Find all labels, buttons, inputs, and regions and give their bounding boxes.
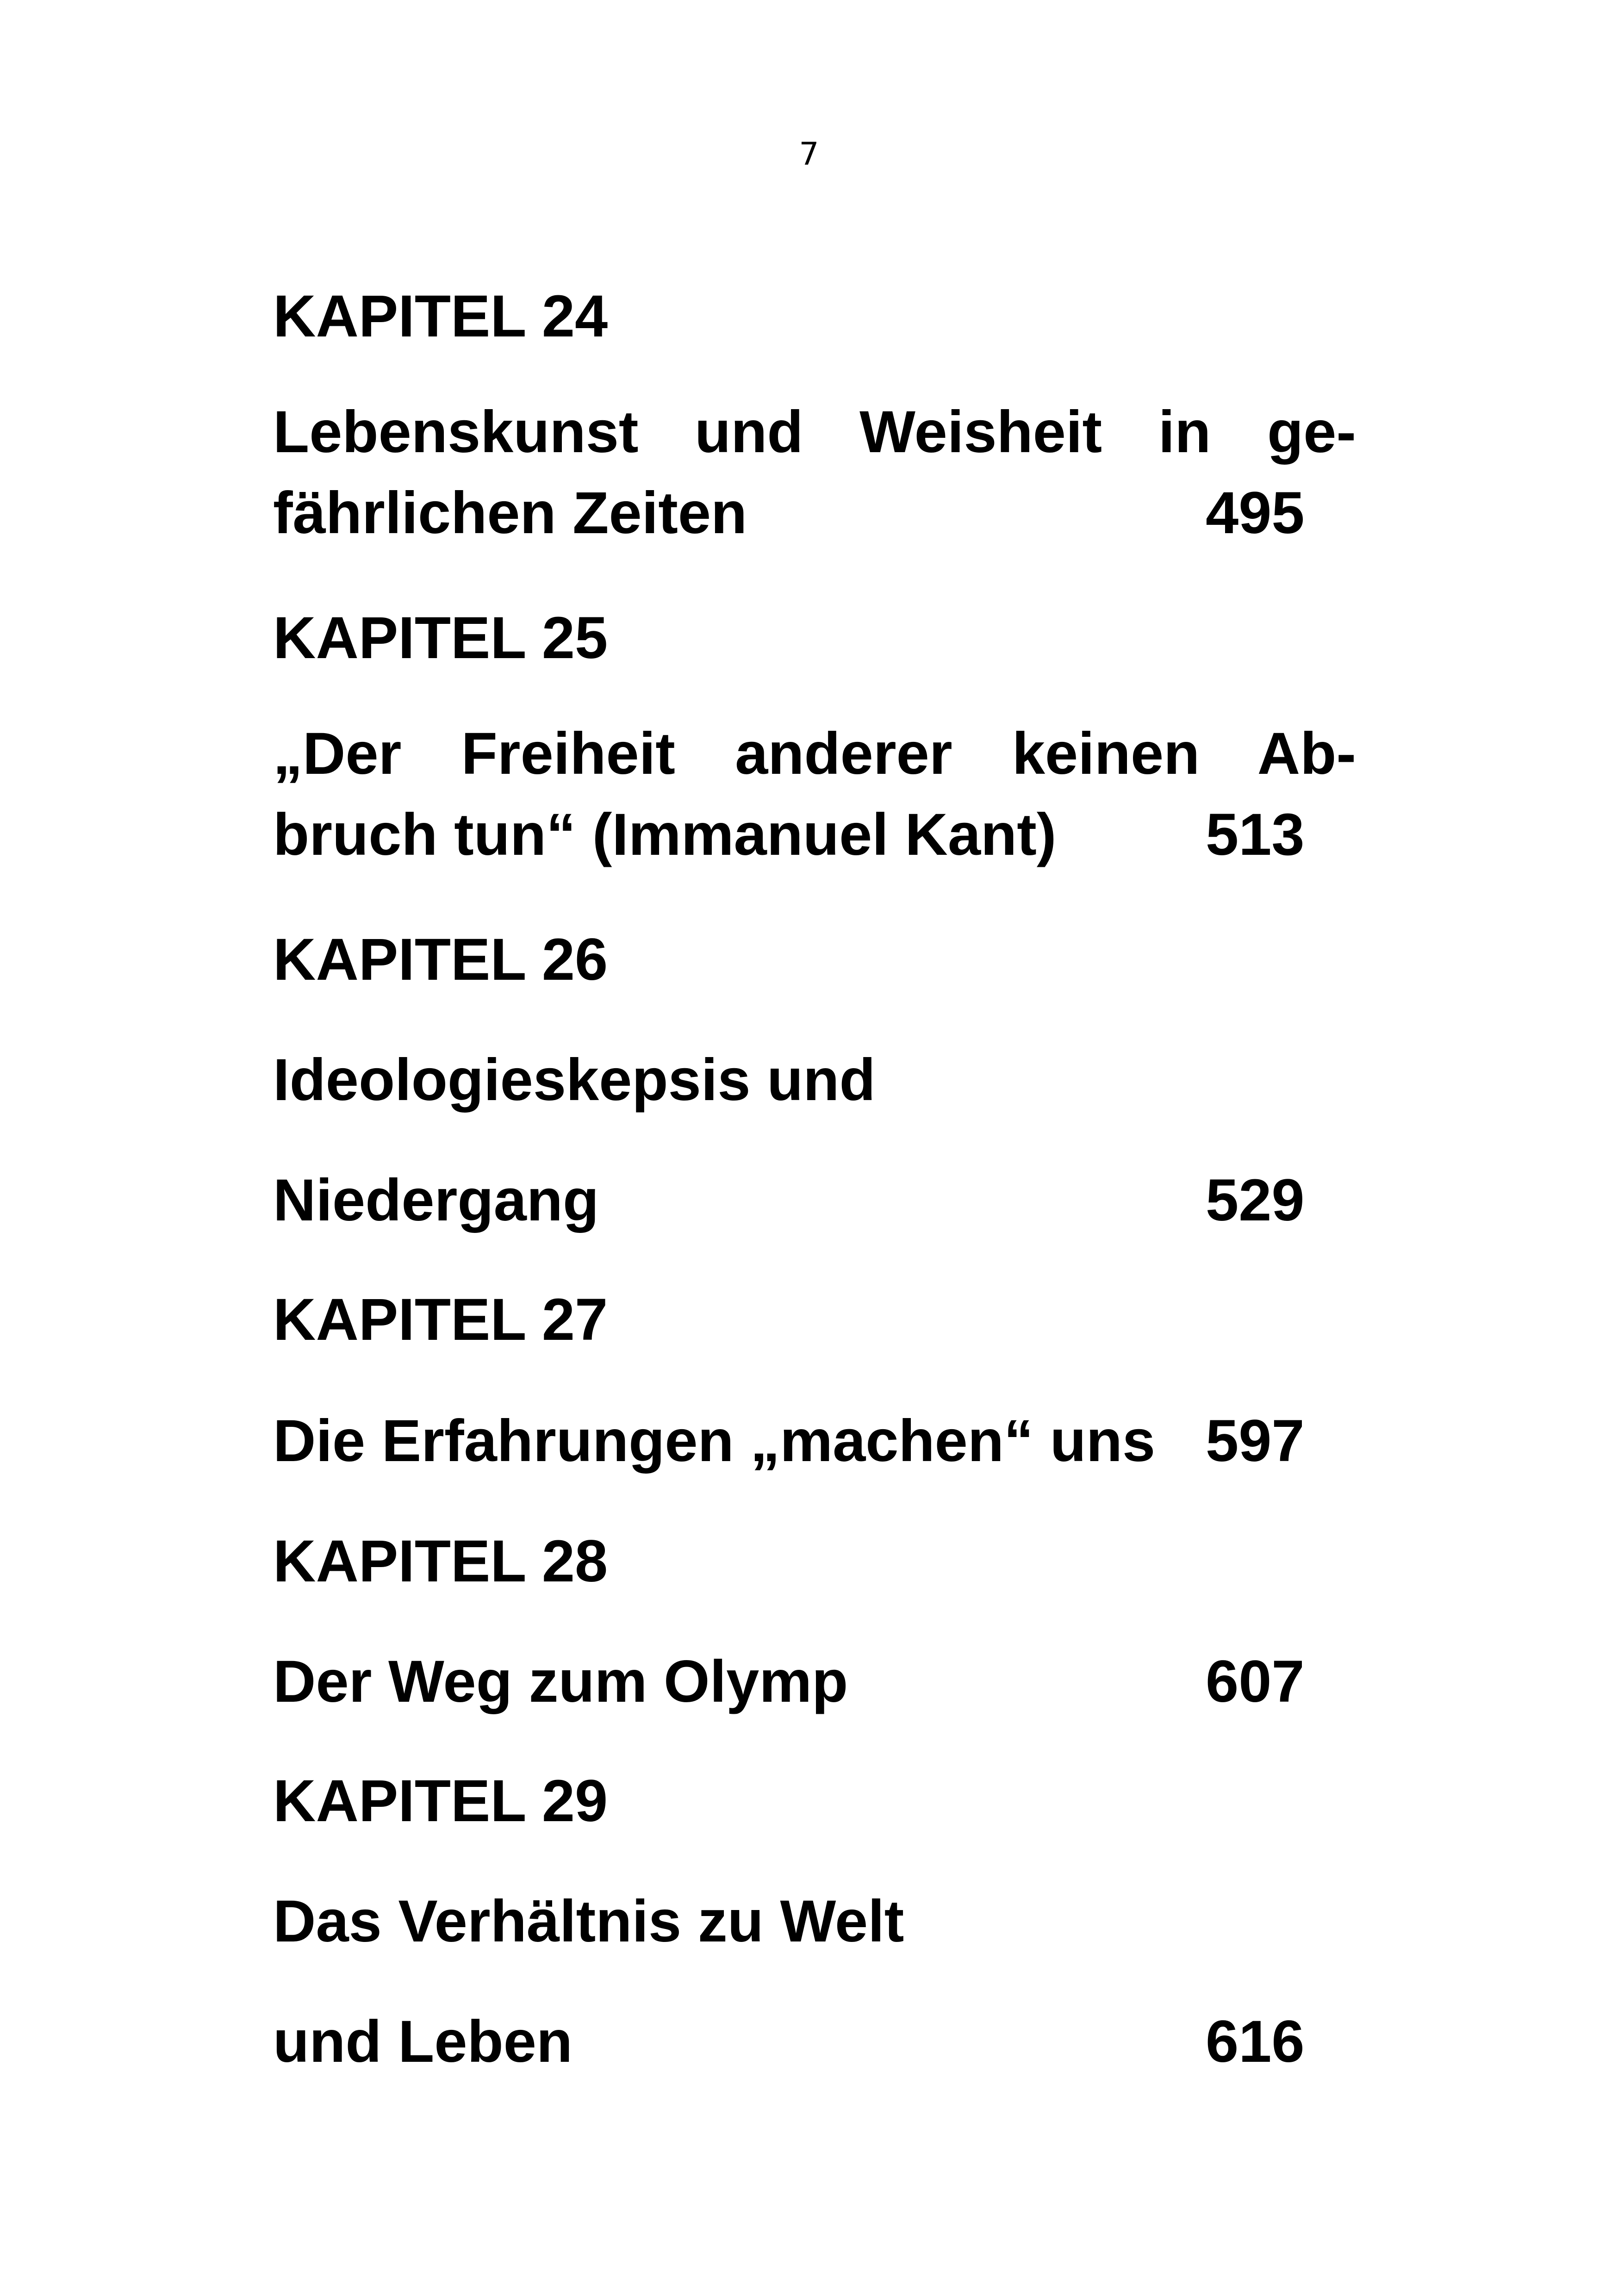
page-ref: 529 bbox=[1206, 1167, 1305, 1233]
page-number: 7 bbox=[799, 136, 819, 173]
chapter-title: Ideologieskepsis und bbox=[273, 1047, 876, 1113]
chapter-heading: KAPITEL 25 bbox=[273, 605, 608, 671]
chapter-heading: KAPITEL 28 bbox=[273, 1528, 608, 1594]
chapter-title-continued: fährlichen Zeiten bbox=[273, 480, 747, 546]
chapter-heading: KAPITEL 29 bbox=[273, 1768, 608, 1834]
chapter-title-continued: und Leben bbox=[273, 2009, 573, 2075]
chapter-title-continued: bruch tun“ (Immanuel Kant) bbox=[273, 802, 1057, 868]
page-ref: 616 bbox=[1206, 2009, 1305, 2075]
chapter-title: Die Erfahrungen „machen“ uns bbox=[273, 1408, 1156, 1474]
chapter-heading: KAPITEL 24 bbox=[273, 283, 608, 349]
page-ref: 513 bbox=[1206, 802, 1305, 868]
chapter-title: Der Weg zum Olymp bbox=[273, 1649, 848, 1715]
chapter-title: „Der Freiheit anderer keinen Ab- bbox=[273, 721, 1356, 787]
chapter-title: Lebenskunst und Weisheit in ge- bbox=[273, 399, 1356, 465]
chapter-heading: KAPITEL 27 bbox=[273, 1287, 608, 1353]
page-ref: 495 bbox=[1206, 480, 1305, 546]
page-ref: 607 bbox=[1206, 1649, 1305, 1715]
chapter-title: Das Verhältnis zu Welt bbox=[273, 1888, 904, 1954]
chapter-heading: KAPITEL 26 bbox=[273, 927, 608, 993]
chapter-title-continued: Niedergang bbox=[273, 1167, 599, 1233]
page-ref: 597 bbox=[1206, 1408, 1305, 1474]
